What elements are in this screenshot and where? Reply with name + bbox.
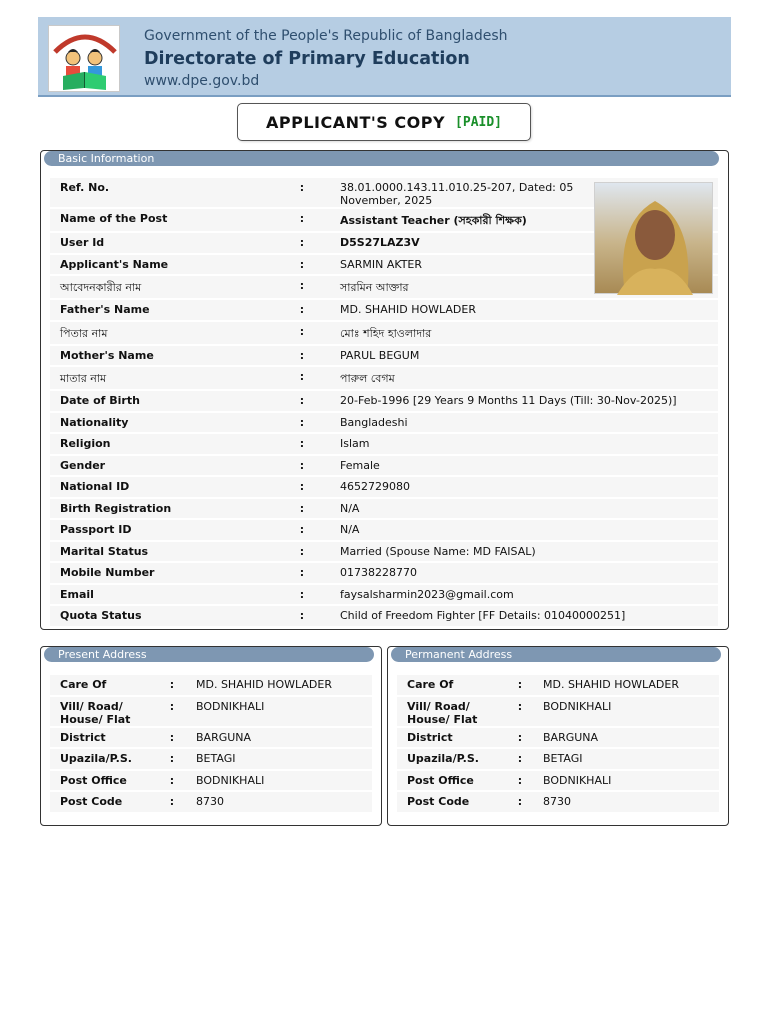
present-address-heading: Present Address xyxy=(44,647,374,662)
page-header xyxy=(38,17,731,97)
field-separator: : xyxy=(274,499,330,519)
field-value: Assistant Teacher (সহকারী শিক্ষক) xyxy=(330,209,718,231)
dpe-logo xyxy=(48,25,120,92)
field-value: faysalsharmin2023@gmail.com xyxy=(330,585,718,605)
field-separator: : xyxy=(507,771,533,791)
field-separator: : xyxy=(507,697,533,726)
table-row xyxy=(50,300,718,320)
field-separator: : xyxy=(274,209,330,231)
copy-title: APPLICANT'S COPY xyxy=(265,112,446,132)
field-label: Passport ID xyxy=(50,520,274,540)
table-row xyxy=(50,520,718,540)
field-separator: : xyxy=(507,749,533,769)
table-row xyxy=(50,563,718,583)
field-value: সারমিন আক্তার xyxy=(330,276,718,298)
field-value: 8730 xyxy=(186,792,372,812)
field-value: N/A xyxy=(330,520,718,540)
field-label: Post Office xyxy=(50,771,158,791)
table-row xyxy=(50,413,718,433)
field-separator: : xyxy=(274,300,330,320)
field-value: Married (Spouse Name: MD FAISAL) xyxy=(330,542,718,562)
field-label: Applicant's Name xyxy=(50,255,274,275)
field-value: BARGUNA xyxy=(186,728,372,748)
field-label: Upazila/P.S. xyxy=(50,749,158,769)
field-separator: : xyxy=(274,413,330,433)
table-row xyxy=(50,322,718,344)
table-row xyxy=(50,728,372,748)
table-row xyxy=(397,771,719,791)
table-row xyxy=(397,792,719,812)
applicant-photo xyxy=(594,182,713,294)
table-row xyxy=(50,367,718,389)
field-label: Care Of xyxy=(397,675,507,695)
field-label: District xyxy=(50,728,158,748)
field-label: Religion xyxy=(50,434,274,454)
field-separator: : xyxy=(507,792,533,812)
field-separator: : xyxy=(274,391,330,411)
field-separator: : xyxy=(158,771,186,791)
field-value: Islam xyxy=(330,434,718,454)
government-title: Government of the People's Republic of Bangladesh xyxy=(144,28,508,44)
field-value: MD. SHAHID HOWLADER xyxy=(186,675,372,695)
field-label: National ID xyxy=(50,477,274,497)
field-separator: : xyxy=(158,675,186,695)
field-label: Name of the Post xyxy=(50,209,274,231)
field-value: MD. SHAHID HOWLADER xyxy=(533,675,719,695)
field-separator: : xyxy=(274,276,330,298)
field-separator: : xyxy=(274,456,330,476)
field-label: Father's Name xyxy=(50,300,274,320)
field-value: 4652729080 xyxy=(330,477,718,497)
field-value: Child of Freedom Fighter [FF Details: 01040000251] xyxy=(330,606,718,626)
field-value: N/A xyxy=(330,499,718,519)
field-value: Bangladeshi xyxy=(330,413,718,433)
paid-status-badge: [PAID] xyxy=(455,114,503,130)
field-label: Quota Status xyxy=(50,606,274,626)
field-separator: : xyxy=(158,749,186,769)
field-value: 38.01.0000.143.11.010.25-207, Dated: 05 November, 2025 xyxy=(330,178,718,207)
field-label: User Id xyxy=(50,233,274,253)
field-separator: : xyxy=(274,367,330,389)
field-value: মোঃ শহিদ হাওলাদার xyxy=(330,322,718,344)
table-row xyxy=(50,792,372,812)
field-label: আবেদনকারীর নাম xyxy=(50,276,274,298)
field-value: BODNIKHALI xyxy=(186,697,372,726)
field-separator: : xyxy=(274,346,330,366)
field-label: মাতার নাম xyxy=(50,367,274,389)
field-value: BETAGI xyxy=(186,749,372,769)
field-label: Mobile Number xyxy=(50,563,274,583)
permanent-address-table xyxy=(397,673,719,814)
field-value: BETAGI xyxy=(533,749,719,769)
field-separator: : xyxy=(274,542,330,562)
field-separator: : xyxy=(274,322,330,344)
table-row xyxy=(50,606,718,626)
field-label: Vill/ Road/ House/ Flat xyxy=(397,697,507,726)
field-label: Nationality xyxy=(50,413,274,433)
permanent-address-heading: Permanent Address xyxy=(391,647,721,662)
field-separator: : xyxy=(274,585,330,605)
field-value: PARUL BEGUM xyxy=(330,346,718,366)
field-value: D5S27LAZ3V xyxy=(330,233,718,253)
field-value: MD. SHAHID HOWLADER xyxy=(330,300,718,320)
table-row xyxy=(50,585,718,605)
field-separator: : xyxy=(158,697,186,726)
field-label: পিতার নাম xyxy=(50,322,274,344)
table-row xyxy=(50,391,718,411)
field-value: BODNIKHALI xyxy=(533,771,719,791)
field-label: Post Code xyxy=(50,792,158,812)
basic-information-heading: Basic Information xyxy=(44,151,719,166)
table-row xyxy=(50,499,718,519)
field-separator: : xyxy=(274,563,330,583)
field-label: Mother's Name xyxy=(50,346,274,366)
field-separator: : xyxy=(274,434,330,454)
table-row xyxy=(50,434,718,454)
table-row xyxy=(50,542,718,562)
field-separator: : xyxy=(507,675,533,695)
field-label: Post Code xyxy=(397,792,507,812)
field-label: Post Office xyxy=(397,771,507,791)
field-value: BODNIKHALI xyxy=(533,697,719,726)
field-separator: : xyxy=(158,728,186,748)
table-row xyxy=(50,771,372,791)
field-label: Birth Registration xyxy=(50,499,274,519)
field-label: Date of Birth xyxy=(50,391,274,411)
field-label: Vill/ Road/ House/ Flat xyxy=(50,697,158,726)
applicant-copy-banner xyxy=(237,103,531,141)
field-separator: : xyxy=(274,606,330,626)
table-row xyxy=(50,477,718,497)
table-row xyxy=(397,675,719,695)
directorate-title: Directorate of Primary Education xyxy=(144,49,470,69)
field-separator: : xyxy=(274,178,330,207)
present-address-table xyxy=(50,673,372,814)
field-label: Ref. No. xyxy=(50,178,274,207)
field-value: Female xyxy=(330,456,718,476)
field-label: Upazila/P.S. xyxy=(397,749,507,769)
table-row xyxy=(397,697,719,726)
field-separator: : xyxy=(274,255,330,275)
field-value: 01738228770 xyxy=(330,563,718,583)
field-value: BARGUNA xyxy=(533,728,719,748)
field-label: Marital Status xyxy=(50,542,274,562)
field-label: Gender xyxy=(50,456,274,476)
table-row xyxy=(50,346,718,366)
table-row xyxy=(50,749,372,769)
field-value: পারুল বেগম xyxy=(330,367,718,389)
field-label: Care Of xyxy=(50,675,158,695)
field-value: SARMIN AKTER xyxy=(330,255,718,275)
table-row xyxy=(50,675,372,695)
field-separator: : xyxy=(507,728,533,748)
website-url: www.dpe.gov.bd xyxy=(144,73,260,89)
field-separator: : xyxy=(274,520,330,540)
table-row xyxy=(50,456,718,476)
field-label: Email xyxy=(50,585,274,605)
table-row xyxy=(50,697,372,726)
field-separator: : xyxy=(274,233,330,253)
field-separator: : xyxy=(274,477,330,497)
table-row xyxy=(397,749,719,769)
table-row xyxy=(397,728,719,748)
field-separator: : xyxy=(158,792,186,812)
field-value: 8730 xyxy=(533,792,719,812)
field-value: BODNIKHALI xyxy=(186,771,372,791)
field-label: District xyxy=(397,728,507,748)
field-value: 20-Feb-1996 [29 Years 9 Months 11 Days (Till: 30-Nov-2025)] xyxy=(330,391,718,411)
